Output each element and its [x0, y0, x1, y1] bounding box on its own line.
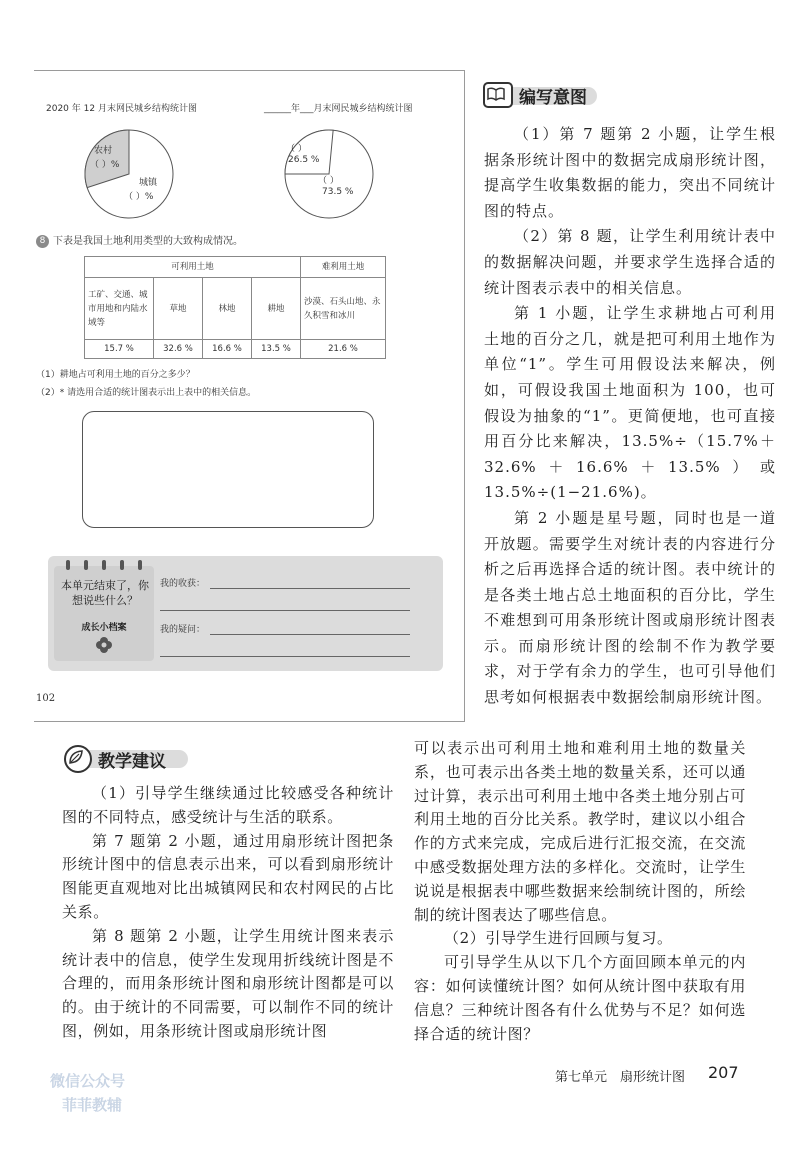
design-intent-title: 编写意图: [519, 87, 587, 108]
table-value-cell: 15.7 %: [85, 340, 154, 359]
question-label: 我的疑问：: [160, 625, 206, 635]
table-value-cell: 32.6 %: [154, 340, 203, 359]
binder-ring: [66, 560, 70, 570]
textbook-inset: [34, 70, 465, 722]
table-header-cell: 林地: [203, 278, 252, 340]
design-intent-paragraph: 第 2 小题是星号题，同时也是一道开放题。需要学生对统计表的内容进行分析之后再选择合适的统计图。表中统计的是各类土地占总土地面积的百分比，学生不难想到可用条形统计图或扇形统计图表示。而扇形统计图的绘制不作为教学要求，对于学有余力的学生，也可引导他们思考如何根据表中数据绘制扇形统计图。: [484, 508, 776, 707]
chart2-title: ______年___月末网民城乡结构统计图: [264, 104, 413, 114]
chart2-small-value: 26.5 %: [288, 155, 320, 165]
card-label: 成长小档案: [81, 623, 127, 633]
q8-number-badge: 8: [36, 235, 49, 248]
footer-unit: 第七单元 扇形统计图: [555, 1070, 686, 1085]
teaching-advice-right: [414, 737, 746, 1046]
table-header-cell: 沙漠、石头山地、永久积雪和冰川: [301, 278, 386, 340]
card-text: 本单元结束了，你想说些什么？: [61, 579, 149, 607]
table-group-usable: 可利用土地: [85, 257, 301, 278]
q8-prompt: 下表是我国土地利用类型的大致构成情况。: [53, 236, 243, 247]
teaching-advice-paragraph: 第 7 题第 2 小题，通过用扇形统计图把条形统计图中的信息表示出来，可以看到扇形统计图能更直观地对比出城镇网民和农村网民的占比关系。: [62, 831, 394, 921]
chart1-urban-blank: （ ）%: [124, 192, 154, 202]
chart1-rural-blank: （ ）%: [90, 160, 120, 170]
binder-ring: [120, 560, 124, 570]
table-header-cell: 耕地: [252, 278, 301, 340]
binder-ring: [138, 560, 142, 570]
q8-sub2: （2）* 请选用合适的统计图表示出上表中的相关信息。: [36, 388, 257, 398]
teaching-advice-paragraph: 可以表示出可利用土地和难利用土地的数量关系，也可表示出各类土地的数量关系，还可以通过计算，表示出可利用土地中各类土地分别占可利用土地的百分比关系。教学时，建议以小组合作的方式来完成，完成后进行汇报交流，在交流中感受数据处理方法的多样化。交流时，让学生说说是根据表中哪些数据来绘制统计图的，所绘制的统计图表达了哪些信息。: [414, 739, 746, 924]
writing-line: [160, 610, 410, 611]
chart1-title: 2020 年 12 月末网民城乡结构统计图: [46, 104, 197, 114]
footer-page-number: 207: [708, 1063, 739, 1082]
watermark-line2: 菲菲教辅: [62, 1096, 123, 1114]
writing-line: [210, 588, 410, 589]
table-value-cell: 21.6 %: [301, 340, 386, 359]
teaching-advice-left: [62, 782, 394, 1044]
chart1-pie: [74, 119, 184, 229]
chart1-rural-label: 农村: [94, 146, 113, 156]
chart2-small-blank: （ ）: [286, 144, 307, 154]
teaching-advice-paragraph: （1）引导学生继续通过比较感受各种统计图的不同特点，感受统计与生活的联系。: [62, 784, 394, 826]
note-card: [54, 566, 154, 661]
q8-sub1: （1）耕地占可利用土地的百分之多少？: [36, 370, 195, 380]
teaching-advice-header: [64, 745, 166, 773]
table-header-cell: 草地: [154, 278, 203, 340]
inset-page-number: 102: [36, 693, 56, 704]
writing-line: [210, 634, 410, 635]
teaching-advice-paragraph: 可引导学生从以下几个方面回顾本单元的内容：如何读懂统计图？如何从统计图中获取有用信息？三种统计图各有什么优势与不足？如何选择合适的统计图？: [414, 953, 746, 1043]
chart1-urban-label: 城镇: [139, 178, 158, 188]
teaching-advice-paragraph: 第 8 题第 2 小题，让学生用统计图来表示统计表中的信息，使学生发现用折线统计图是不合理的，而用条形统计图和扇形统计图都是可以的。由于统计的不同需要，可以制作不同的统计图，例如，用条形统计图或扇形统计图: [62, 926, 394, 1040]
land-use-table: [84, 256, 386, 359]
binder-ring: [102, 560, 106, 570]
design-intent-paragraph: （1）第 7 题第 2 小题，让学生根据条形统计图中的数据完成扇形统计图，提高学生收集数据的能力，突出不同统计图的特点。: [484, 125, 776, 220]
binder-ring: [84, 560, 88, 570]
design-intent-paragraph: （2）第 8 题，让学生利用统计表中的数据解决问题，并要求学生选择合适的统计图表示表中的相关信息。: [484, 227, 776, 297]
chart2-large-value: 73.5 %: [322, 187, 354, 197]
design-intent-paragraph: 第 1 小题，让学生求耕地占可利用土地的百分之几，就是把可利用土地作为单位“1”。学生可用假设法来解决，例如，可假设我国土地面积为 100，也可假设为抽象的“1”。更简便地，也可直接用百分比来解决，13.5%÷（15.7%＋32.6%＋16.6%＋13.5%）或 13.5%÷(1−21.6%)。: [484, 304, 776, 502]
answer-box: [82, 411, 374, 528]
q8-prompt-line: [36, 232, 243, 248]
teaching-advice-title: 教学建议: [98, 751, 166, 772]
table-value-cell: 13.5 %: [252, 340, 301, 359]
teaching-advice-paragraph: （2）引导学生进行回顾与复习。: [444, 929, 673, 948]
design-intent-header: [483, 82, 587, 108]
watermark-line1: 微信公众号: [50, 1072, 126, 1090]
book-icon: [483, 82, 513, 108]
writing-line: [160, 656, 410, 657]
design-intent-text: [484, 122, 776, 711]
table-group-hard: 难利用土地: [301, 257, 386, 278]
growth-notepad: [48, 556, 443, 671]
flower-icon: [95, 636, 113, 654]
leaf-icon: [64, 745, 92, 773]
table-header-cell: 工矿、交通、城市用地和内陆水域等: [85, 278, 154, 340]
table-value-cell: 16.6 %: [203, 340, 252, 359]
gain-label: 我的收获：: [160, 579, 206, 589]
chart2-large-blank: （ ）: [318, 176, 339, 186]
